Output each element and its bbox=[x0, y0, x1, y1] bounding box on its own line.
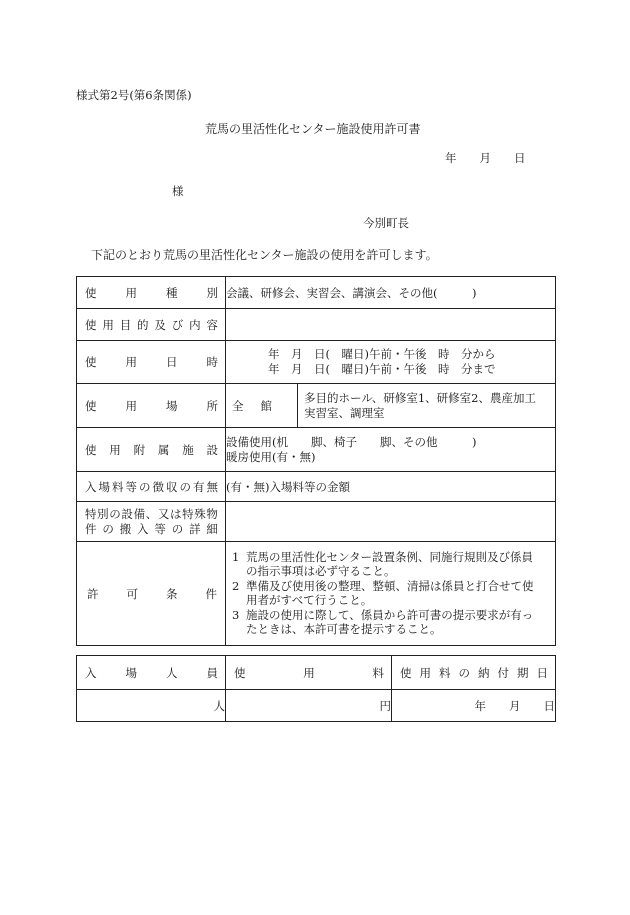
document-title: 荒馬の里活性化センター施設使用許可書 bbox=[205, 122, 421, 136]
condition-item: 3 施設の使用に際して、係員から許可書の提示要求が有っ bbox=[232, 607, 534, 622]
facilities-heating: 暖房使用(有・無) bbox=[226, 449, 316, 464]
label-special-line1: 特 別 の 設 備 、 又 は 特 殊 物 bbox=[85, 506, 218, 521]
head-fee: 使 用 料 bbox=[234, 665, 384, 680]
row-place bbox=[77, 384, 556, 428]
place-whole-building: 全 館 bbox=[226, 384, 298, 427]
issue-date: 年 月 日 bbox=[445, 151, 526, 165]
head-attendees: 入 場 人 員 bbox=[85, 665, 218, 680]
value-facilities bbox=[226, 428, 556, 472]
conditions-list: 1 荒馬の里活性化センター設置条例、同施行規則及び係員 の指示事項は必ず守ること。 2 準備及び使用後の整理、整頓、清掃は係員と打合せて使 用者がすべて行うこと。 3 施設の使用に際して、係員から許可書の提示要求が有っ たときは、本許可書を提示すること。 bbox=[226, 548, 555, 640]
row-admission bbox=[77, 472, 556, 502]
label-place: 使 用 場 所 bbox=[85, 398, 218, 413]
value-usage-type: 会議、研修会、実習会、講演会、その他( ) bbox=[226, 277, 556, 309]
head-due-date: 使 用 料 の 納 付 期 日 bbox=[400, 665, 548, 680]
place-rooms-line2: 実習室、調理室 bbox=[304, 405, 385, 420]
label-facilities: 使 用 附 属 施 設 bbox=[85, 442, 218, 457]
fee-table bbox=[76, 655, 556, 722]
addressee-suffix: 様 bbox=[172, 184, 184, 198]
condition-item: 2 準備及び使用後の整理、整頓、清掃は係員と打合せて使 bbox=[232, 578, 534, 593]
label-datetime: 使 用 日 時 bbox=[85, 355, 218, 369]
value-special[interactable] bbox=[226, 502, 556, 542]
attendees-count[interactable]: 人 bbox=[77, 690, 226, 722]
due-date[interactable]: 年 月 日 bbox=[392, 690, 556, 722]
value-admission: (有・無)入場料等の金額 bbox=[226, 472, 556, 502]
place-rooms bbox=[298, 384, 555, 427]
value-purpose[interactable] bbox=[226, 309, 556, 341]
permit-form-table bbox=[76, 276, 556, 646]
row-special bbox=[77, 502, 556, 542]
label-purpose: 使 用 目 的 及 び 内 容 bbox=[85, 317, 218, 332]
issuer: 今別町長 bbox=[363, 216, 409, 230]
form-number: 様式第2号(第6条関係) bbox=[76, 88, 192, 102]
row-facilities bbox=[77, 428, 556, 472]
value-datetime bbox=[226, 341, 556, 384]
label-special-line2: 件 の 搬 入 等 の 詳 細 bbox=[85, 521, 218, 536]
fee-amount[interactable]: 円 bbox=[226, 690, 392, 722]
row-datetime bbox=[77, 341, 556, 384]
datetime-from: 年 月 日( 曜日)午前・午後 時 分から bbox=[268, 347, 496, 361]
label-usage-type: 使 用 種 別 bbox=[85, 285, 218, 300]
row-usage-type bbox=[77, 277, 556, 309]
intro-text: 下記のとおり荒馬の里活性化センター施設の使用を許可します。 bbox=[91, 248, 438, 262]
label-conditions: 許 可 条 件 bbox=[87, 586, 217, 601]
label-admission: 入 場 料 等 の 徴 収 の 有 無 bbox=[85, 479, 218, 494]
place-rooms-line1: 多目的ホール、研修室1、研修室2、農産加工 bbox=[304, 390, 536, 405]
row-conditions bbox=[77, 542, 556, 646]
condition-item: 1 荒馬の里活性化センター設置条例、同施行規則及び係員 bbox=[232, 549, 534, 564]
facilities-equipment: 設備使用(机 脚、椅子 脚、その他 ) bbox=[226, 434, 477, 449]
row-purpose bbox=[77, 309, 556, 341]
datetime-to: 年 月 日( 曜日)午前・午後 時 分まで bbox=[268, 362, 496, 376]
